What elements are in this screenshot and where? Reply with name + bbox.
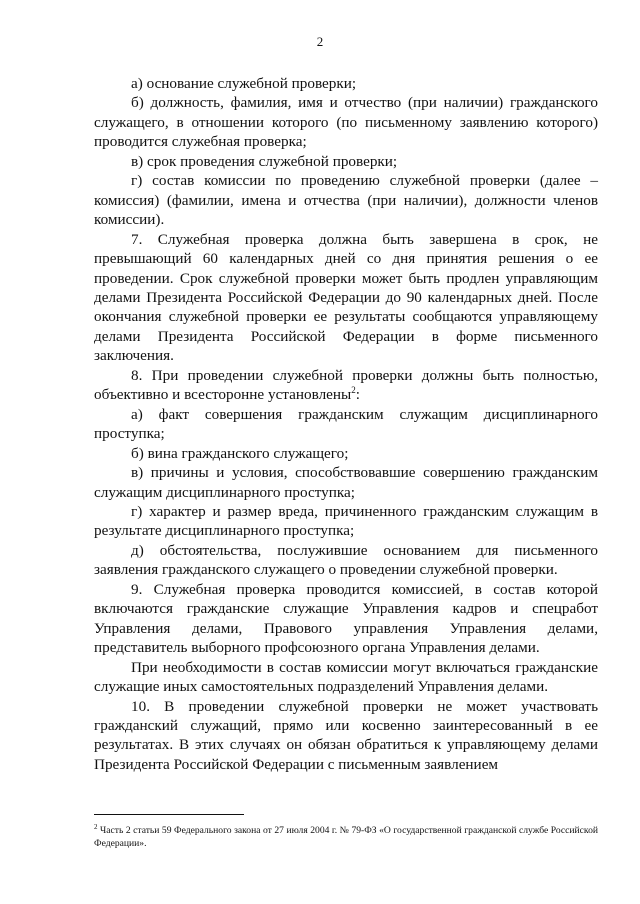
paragraph-8v: в) причины и условия, способствовавшие совершению гражданским служащим дисциплинарного проступка; [94,464,598,501]
footnote-marker: 2 [94,822,98,831]
paragraph-6a: а) основание служебной проверки; [131,75,357,92]
paragraph-10: 10. В проведении служебной проверки не может участвовать гражданский служащий, прямо или косвенно заинтересованный в ее результатах. В этих случаях он обязан обратиться к управляющему делами Президента Российской Федерации с письменным заявлением [94,697,598,773]
footnote-divider [94,814,244,815]
paragraph-8b: б) вина гражданского служащего; [131,444,349,462]
document-body [94,74,598,774]
paragraph-6g: г) состав комиссии по проведению служебной проверки (далее – комиссия) (фамилии, имена и отчества (при наличии), должности членов комиссии). [94,172,598,229]
footnote [94,822,598,850]
paragraph-8g: г) характер и размер вреда, причиненного гражданским служащим в результате дисциплинарного проступка; [94,502,598,540]
paragraph-8d: д) обстоятельства, послужившие основанием для письменного заявления гражданского служащего о проведении служебной проверки. [94,541,598,579]
page-number: 2 [316,34,324,49]
footnote-text: Часть 2 статьи 59 Федерального закона от 27 июля 2004 г. № 79-ФЗ «О государственной гражданской службе Российской Федерации». [94,825,598,849]
paragraph-8-text: 8. При проведении служебной проверки должны быть полностью, объективно и всесторонне установлены [94,366,598,404]
footnote-reference[interactable]: 2 [351,385,356,396]
paragraph-8a: а) факт совершения гражданским служащим дисциплинарного проступка; [94,405,598,443]
paragraph-9-continued: При необходимости в состав комиссии могут включаться гражданские служащие иных самостоятельных подразделений Управления делами. [94,658,598,696]
paragraph-8 [94,366,598,405]
paragraph-7: 7. Служебная проверка должна быть завершена в срок, не превышающий 60 календарных дней со дня принятия решения о ее проведении. Срок служебной проверки может быть продлен управляющим делами Президента Российской Федерации до 90 календарных дней. После окончания служебной проверки ее результаты сообщаются управляющему делами Президента Российской Федерации в форме письменного заключения. [94,230,598,365]
paragraph-9: 9. Служебная проверка проводится комиссией, в состав которой включаются гражданские служащие Управления кадров и спецработ Управления делами, Правового управления Управления делами, представитель выборного профсоюзного органа Управления делами. [94,580,598,657]
paragraph-6v: в) срок проведения служебной проверки; [131,152,398,170]
paragraph-8-colon: : [355,386,360,404]
paragraph-6b: б) должность, фамилия, имя и отчество (при наличии) гражданского служащего, в отношении которого (по письменному заявлению которого) проводится служебная проверка; [94,94,598,151]
